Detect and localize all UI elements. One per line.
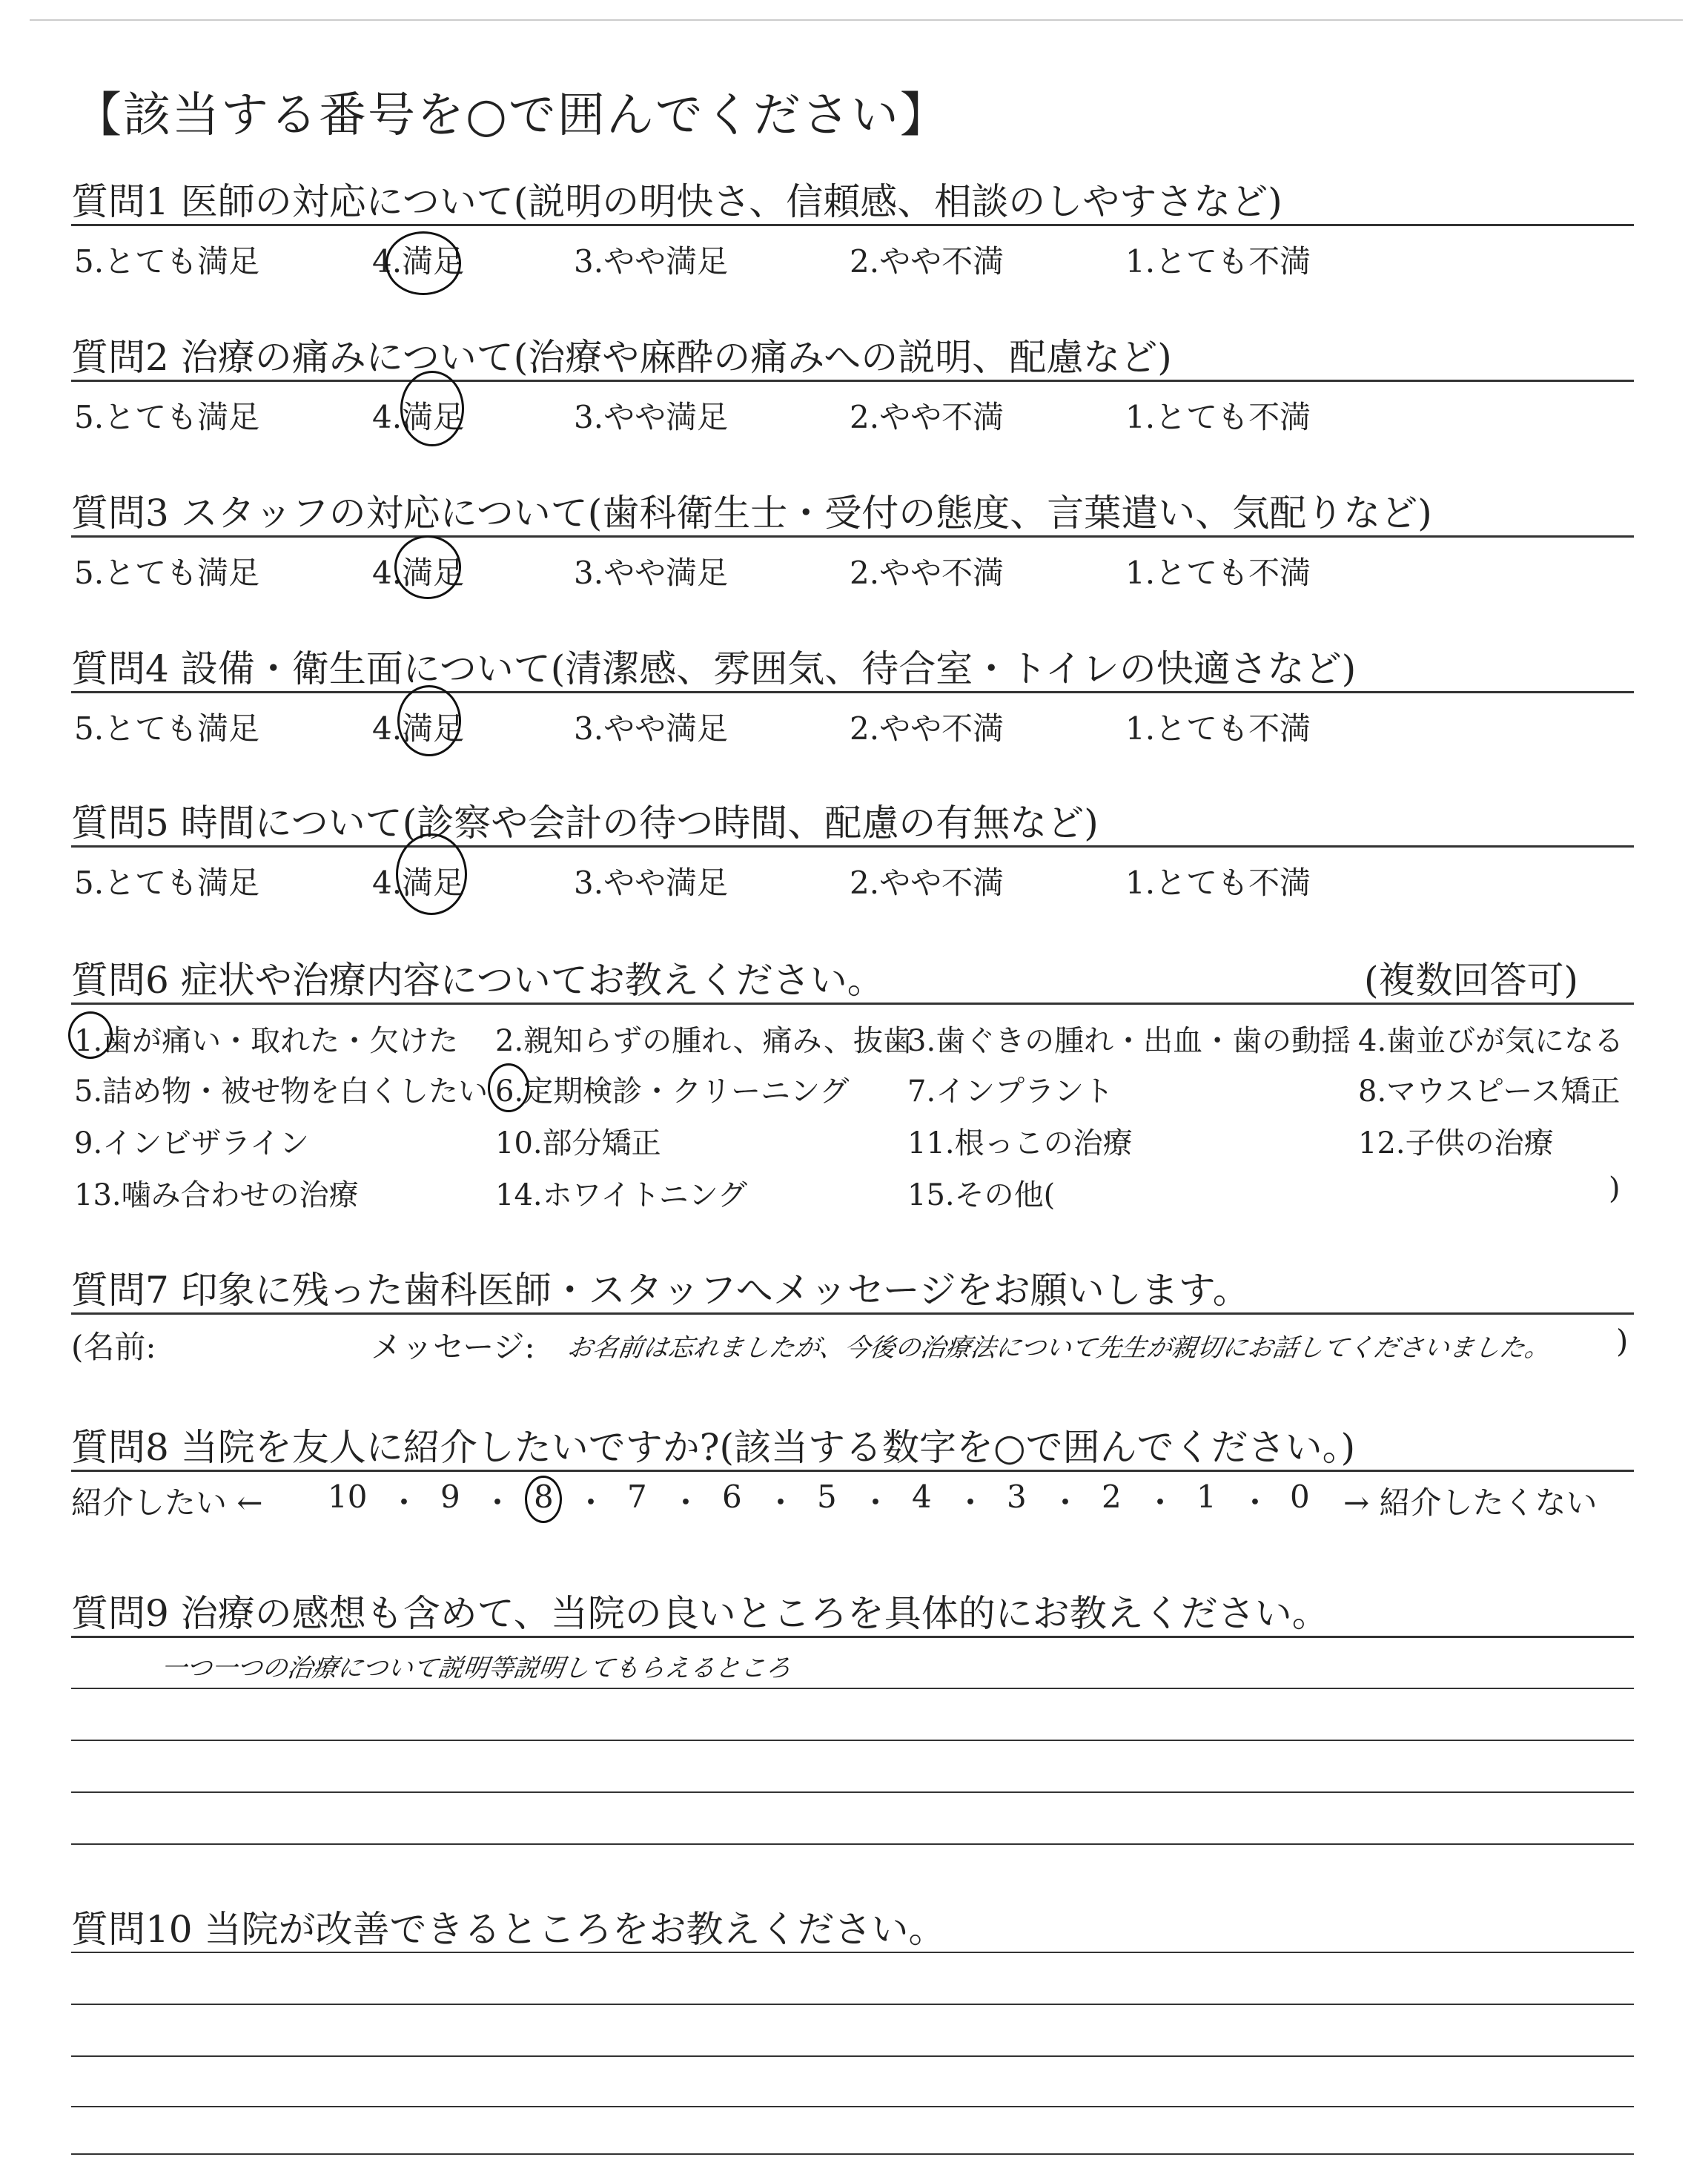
q8-score-9[interactable]: 9 [440, 1479, 460, 1515]
q8-score-1[interactable]: 1 [1196, 1479, 1217, 1515]
q7-name-label: (名前: [71, 1329, 156, 1365]
q8-score-7[interactable]: 7 [627, 1479, 647, 1515]
q2-option-5[interactable]: 5.とても満足 [74, 399, 260, 435]
question-3-title: 質問3 スタッフの対応について(歯科衛生士・受付の態度、言葉遣い、気配りなど) [71, 492, 1432, 535]
question-8-rule [71, 1470, 1634, 1472]
question-2-title: 質問2 治療の痛みについて(治療や麻酔の痛みへの説明、配慮など) [71, 336, 1172, 379]
q6-option-8[interactable]: 8.マウスピース矯正 [1358, 1074, 1621, 1109]
q8-right-label: → 紹介したくない [1343, 1484, 1598, 1521]
q9-answer-handwritten[interactable]: 一つ一つの治療について説明等説明してもらえるところ [159, 1654, 793, 1683]
q1-option-4[interactable]: 4.満足 [372, 243, 465, 280]
q6-option-5[interactable]: 5.詰め物・被せ物を白くしたい [74, 1074, 489, 1109]
q8-score-3[interactable]: 3 [1007, 1479, 1027, 1515]
q2-option-3[interactable]: 3.やや満足 [574, 399, 729, 435]
q6-option-11[interactable]: 11.根っこの治療 [907, 1126, 1133, 1160]
q5-option-4[interactable]: 4.満足 [372, 865, 465, 901]
q8-dot: ・ [1145, 1484, 1176, 1521]
q5-option-3[interactable]: 3.やや満足 [574, 865, 729, 901]
q9-answer-line-4 [71, 1791, 1634, 1793]
q1-option-2[interactable]: 2.やや不満 [850, 243, 1004, 280]
q8-dot: ・ [670, 1484, 702, 1521]
q6-selection-circle-1 [68, 1011, 113, 1059]
question-6-note: (複数回答可) [1364, 959, 1579, 1002]
q8-score-10[interactable]: 10 [328, 1479, 368, 1515]
question-10-title: 質問10 当院が改善できるところをお教えください。 [71, 1908, 946, 1951]
q4-option-4[interactable]: 4.満足 [372, 710, 465, 747]
q6-option-13[interactable]: 13.噛み合わせの治療 [74, 1178, 359, 1212]
q8-score-0[interactable]: 0 [1290, 1479, 1310, 1515]
q3-option-3[interactable]: 3.やや満足 [574, 555, 729, 591]
q10-answer-line-5 [71, 2153, 1634, 2155]
q6-option-9[interactable]: 9.インビザライン [74, 1126, 309, 1160]
q10-answer-line-3 [71, 2055, 1634, 2057]
q3-option-1[interactable]: 1.とても不満 [1125, 555, 1311, 591]
q2-option-1[interactable]: 1.とても不満 [1125, 399, 1311, 435]
q3-selection-circle [394, 535, 461, 599]
q8-left-label: 紹介したい ← [71, 1484, 263, 1521]
q10-answer-line-2 [71, 2004, 1634, 2005]
q8-score-5[interactable]: 5 [817, 1479, 837, 1515]
q6-option-15[interactable]: 15.その他( [907, 1178, 1056, 1212]
question-7-rule [71, 1312, 1634, 1315]
scan-top-edge [30, 19, 1683, 21]
question-5-title: 質問5 時間について(診察や会計の待つ時間、配慮の有無など) [71, 802, 1099, 845]
q6-option-7[interactable]: 7.インプラント [907, 1074, 1114, 1109]
q7-message-label: メッセージ: [371, 1329, 535, 1365]
q8-dot: ・ [765, 1484, 797, 1521]
q9-answer-line-1 [71, 1636, 1634, 1638]
question-4-rule [71, 691, 1634, 693]
page-title: 【該当する番号を○で囲んでください】 [74, 88, 949, 143]
q8-selection-circle [525, 1476, 562, 1523]
q8-dot: ・ [1050, 1484, 1082, 1521]
q5-option-5[interactable]: 5.とても満足 [74, 865, 260, 901]
question-8-title: 質問8 当院を友人に紹介したいですか?(該当する数字を○で囲んでください。) [71, 1426, 1356, 1469]
q10-answer-line-4 [71, 2106, 1634, 2107]
question-7-title: 質問7 印象に残った歯科医師・スタッフへメッセージをお願いします。 [71, 1269, 1250, 1312]
q6-option-10[interactable]: 10.部分矯正 [495, 1126, 661, 1160]
q6-selection-circle-6 [488, 1063, 529, 1112]
q4-selection-circle [397, 685, 461, 756]
q6-option-14[interactable]: 14.ホワイトニング [495, 1178, 748, 1212]
q3-option-5[interactable]: 5.とても満足 [74, 555, 260, 591]
q10-answer-line-1 [71, 1952, 1634, 1953]
q8-score-8[interactable]: 8 [534, 1479, 554, 1515]
q4-option-2[interactable]: 2.やや不満 [850, 710, 1004, 747]
q6-option-2[interactable]: 2.親知らずの腫れ、痛み、抜歯 [495, 1024, 913, 1058]
q6-option-15-close: ) [1609, 1172, 1621, 1206]
q1-option-5[interactable]: 5.とても満足 [74, 243, 260, 280]
question-2-rule [71, 380, 1634, 382]
q8-dot: ・ [955, 1484, 987, 1521]
q6-option-4[interactable]: 4.歯並びが気になる [1358, 1024, 1624, 1058]
q5-selection-circle [396, 833, 467, 915]
q6-option-3[interactable]: 3.歯ぐきの腫れ・出血・歯の動揺 [907, 1024, 1351, 1058]
q6-option-6[interactable]: 6.定期検診・クリーニング [495, 1074, 850, 1109]
q1-selection-circle [385, 231, 461, 295]
question-1-title: 質問1 医師の対応について(説明の明快さ、信頼感、相談のしやすさなど) [71, 180, 1282, 223]
q8-score-2[interactable]: 2 [1102, 1479, 1122, 1515]
q2-option-2[interactable]: 2.やや不満 [850, 399, 1004, 435]
q8-dot: ・ [575, 1484, 607, 1521]
question-6-rule [71, 1003, 1634, 1005]
q7-message-handwritten[interactable]: お名前は忘れましたが、今後の治療法について先生が親切にお話してくださいました。 [565, 1333, 1552, 1363]
question-6-title: 質問6 症状や治療内容についてお教えください。 [71, 959, 884, 1002]
q8-dot: ・ [1239, 1484, 1271, 1521]
question-3-rule [71, 535, 1634, 538]
q8-dot: ・ [482, 1484, 514, 1521]
question-1-rule [71, 224, 1634, 226]
q3-option-4[interactable]: 4.満足 [372, 555, 465, 591]
q2-option-4[interactable]: 4.満足 [372, 399, 465, 435]
q8-dot: ・ [388, 1484, 420, 1521]
q2-selection-circle [400, 371, 464, 446]
q9-answer-line-3 [71, 1740, 1634, 1741]
q1-option-3[interactable]: 3.やや満足 [574, 243, 729, 280]
q3-option-2[interactable]: 2.やや不満 [850, 555, 1004, 591]
q5-option-1[interactable]: 1.とても不満 [1125, 865, 1311, 901]
q8-dot: ・ [860, 1484, 892, 1521]
q4-option-3[interactable]: 3.やや満足 [574, 710, 729, 747]
q8-score-4[interactable]: 4 [912, 1479, 932, 1515]
q1-option-1[interactable]: 1.とても不満 [1125, 243, 1311, 280]
q4-option-1[interactable]: 1.とても不満 [1125, 710, 1311, 747]
q6-option-12[interactable]: 12.子供の治療 [1358, 1126, 1554, 1160]
question-5-rule [71, 845, 1634, 848]
q9-answer-line-5 [71, 1843, 1634, 1845]
q5-option-2[interactable]: 2.やや不満 [850, 865, 1004, 901]
question-9-title: 質問9 治療の感想も含めて、当院の良いところを具体的にお教えください。 [71, 1592, 1329, 1635]
q9-answer-line-2 [71, 1688, 1634, 1689]
q6-option-1[interactable]: 1.歯が痛い・取れた・欠けた [74, 1024, 459, 1058]
q7-close-paren: ) [1616, 1323, 1629, 1359]
question-4-title: 質問4 設備・衛生面について(清潔感、雰囲気、待合室・トイレの快適さなど) [71, 647, 1357, 690]
q4-option-5[interactable]: 5.とても満足 [74, 710, 260, 747]
q8-score-6[interactable]: 6 [722, 1479, 742, 1515]
